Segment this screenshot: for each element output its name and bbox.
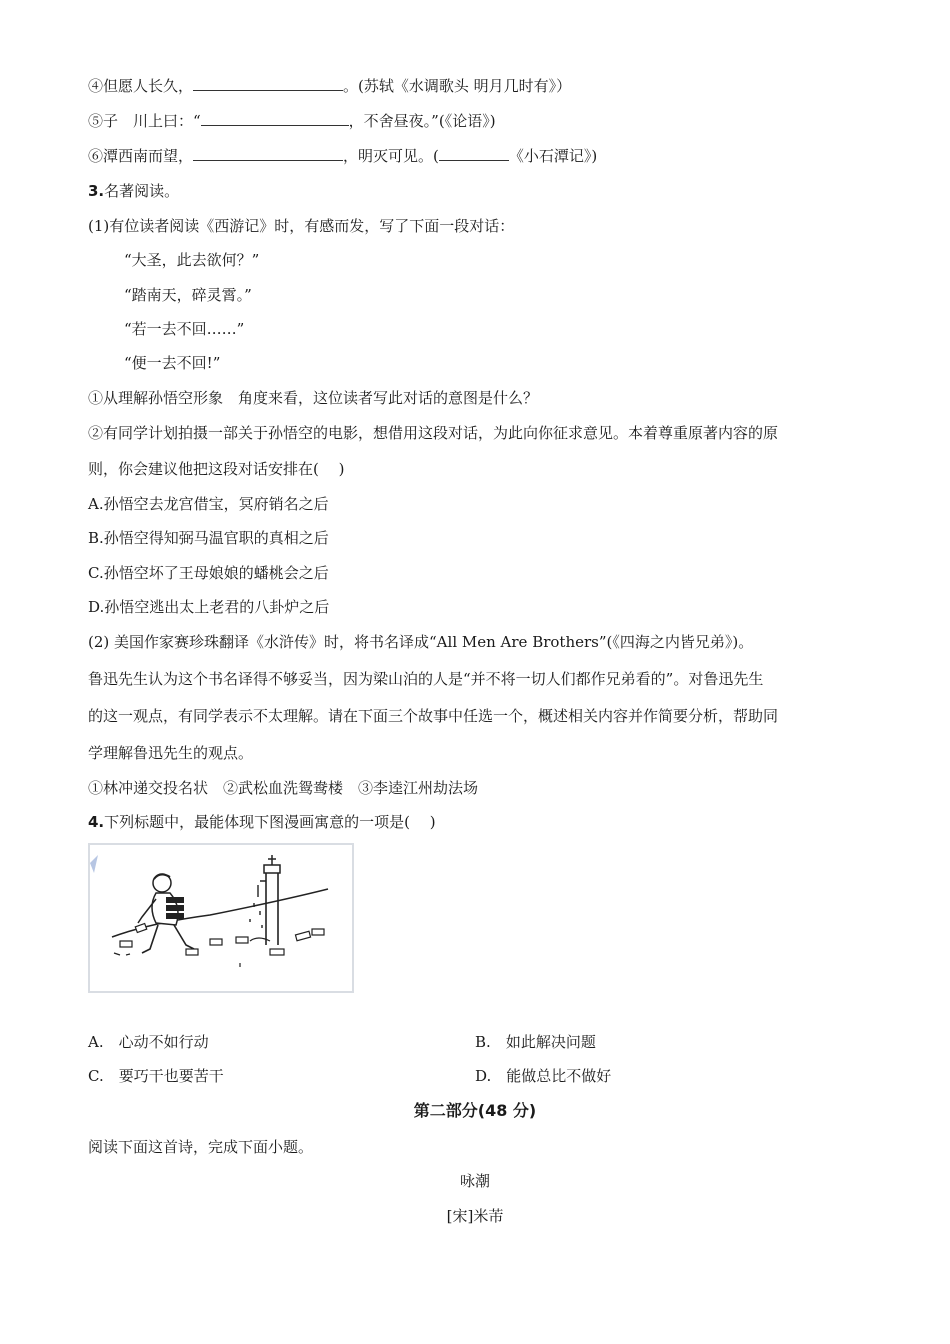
- carried-brick: [166, 905, 184, 911]
- cartoon-image: [88, 843, 354, 993]
- sub-question-1: ①从理解孙悟空形象 角度来看，这位读者写此对话的意图是什么？: [88, 389, 539, 407]
- choice-option-c[interactable]: [88, 1066, 224, 1086]
- section-heading: 第二部分(48 分): [413, 1101, 537, 1120]
- carried-brick: [166, 913, 184, 919]
- option-text: 如此解决问题: [505, 1033, 596, 1051]
- recitation-prefix: ⑥潭西南而望，: [88, 147, 194, 165]
- recitation-suffix: 。(苏轼《水调歌头 明月几时有》）: [343, 77, 572, 95]
- recitation-suffix: ，不舍昼夜。”(《论语》): [348, 112, 496, 130]
- dialogue-line: “若一去不回……”: [124, 320, 245, 338]
- dialogue-line: “大圣，此去欲何？”: [124, 251, 260, 269]
- poem-title: 咏潮: [459, 1172, 490, 1190]
- ground-brick: [120, 941, 132, 947]
- answer-blank[interactable]: [193, 146, 343, 161]
- carried-brick: [166, 897, 184, 903]
- choice-option-b[interactable]: B.孙悟空得知弼马温官职的真相之后: [88, 529, 329, 547]
- dialogue-line: “便一去不回!”: [124, 354, 221, 372]
- question-3-part1-intro: (1)有位读者阅读《西游记》时，有感而发，写了下面一段对话：: [88, 217, 515, 235]
- corner-mark: [90, 855, 98, 873]
- part2-paragraph-line: 的这一观点，有同学表示不太理解。请在下面三个故事中任选一个，概述相关内容并作简要分析，帮助同: [88, 707, 779, 725]
- story-choices: ①林冲递交投名状 ②武松血洗鸳鸯楼 ③李逵江州劫法场: [88, 779, 479, 797]
- faucet-handle: [268, 855, 276, 865]
- part2-paragraph-line: (2) 美国作家赛珍珠翻译《水浒传》时，将书名译成“All Men Are Brothers”(《四海之内皆兄弟》)。: [88, 633, 754, 651]
- poem-author: [宋]米芾: [446, 1207, 504, 1225]
- ground-brick: [186, 949, 198, 955]
- recitation-middle: ，明灭可见。(: [343, 147, 439, 165]
- option-letter: A.: [88, 1033, 104, 1051]
- option-letter: B.: [475, 1033, 491, 1051]
- choice-option-d[interactable]: [475, 1066, 611, 1086]
- part2-paragraph-line: 鲁迅先生认为这个书名译得不够妥当，因为梁山泊的人是“并不将一切人们都作兄弟看的”。对鲁迅先生: [88, 670, 764, 688]
- reading-instruction: 阅读下面这首诗，完成下面小题。: [88, 1138, 314, 1156]
- answer-blank[interactable]: [439, 146, 509, 161]
- ground-brick: [295, 931, 310, 940]
- faucet-head: [264, 865, 280, 873]
- sub-question-2-line1: ②有同学计划拍摄一部关于孙悟空的电影，想借用这段对话，为此向你征求意见。本着尊重原著内容的原: [88, 424, 779, 442]
- debris: [114, 953, 240, 967]
- recitation-line-5: [88, 111, 496, 131]
- option-text: 心动不如行动: [118, 1033, 209, 1051]
- answer-blank[interactable]: [193, 76, 343, 91]
- faucet-spout: [258, 881, 266, 897]
- recitation-suffix: 《小石潭记》): [508, 147, 598, 165]
- ground-brick: [312, 929, 324, 935]
- option-letter: D.: [475, 1067, 492, 1085]
- choice-option-b[interactable]: [475, 1032, 596, 1052]
- choice-option-c[interactable]: C.孙悟空坏了王母娘娘的蟠桃会之后: [88, 564, 329, 582]
- ground-brick: [210, 939, 222, 945]
- faucet-post: [266, 871, 278, 945]
- sub-question-2-line2: 则，你会建议他把这段对话安排在( ): [88, 460, 345, 478]
- ground-brick: [135, 923, 146, 932]
- cartoon-drawing: [90, 845, 352, 991]
- dialogue-line: “踏南天，碎灵霄。”: [124, 286, 252, 304]
- recitation-line-4: [88, 76, 571, 96]
- ground-brick: [270, 949, 284, 955]
- recitation-prefix: ⑤子 川上曰：“: [88, 112, 201, 130]
- recitation-line-6: [88, 146, 597, 166]
- question-title: 名著阅读。: [104, 182, 180, 200]
- choice-option-d[interactable]: D.孙悟空逃出太上老君的八卦炉之后: [88, 598, 330, 616]
- recitation-prefix: ④但愿人长久，: [88, 77, 194, 95]
- option-text: 要巧干也要苦干: [118, 1067, 224, 1085]
- puddle: [250, 938, 270, 941]
- question-number: 3.: [88, 182, 105, 200]
- answer-blank[interactable]: [201, 111, 349, 126]
- question-number: 4.: [88, 813, 105, 831]
- choice-option-a[interactable]: [88, 1032, 209, 1052]
- ground-brick: [236, 937, 248, 943]
- question-title: 下列标题中，最能体现下图漫画寓意的一项是( ): [104, 813, 436, 831]
- part2-paragraph-line: 学理解鲁迅先生的观点。: [88, 744, 254, 762]
- option-letter: C.: [88, 1067, 104, 1085]
- option-text: 能做总比不做好: [506, 1067, 612, 1085]
- question-4-heading: [88, 812, 436, 832]
- question-3-heading: [88, 181, 179, 201]
- choice-option-a[interactable]: A.孙悟空去龙宫借宝，冥府销名之后: [88, 495, 329, 513]
